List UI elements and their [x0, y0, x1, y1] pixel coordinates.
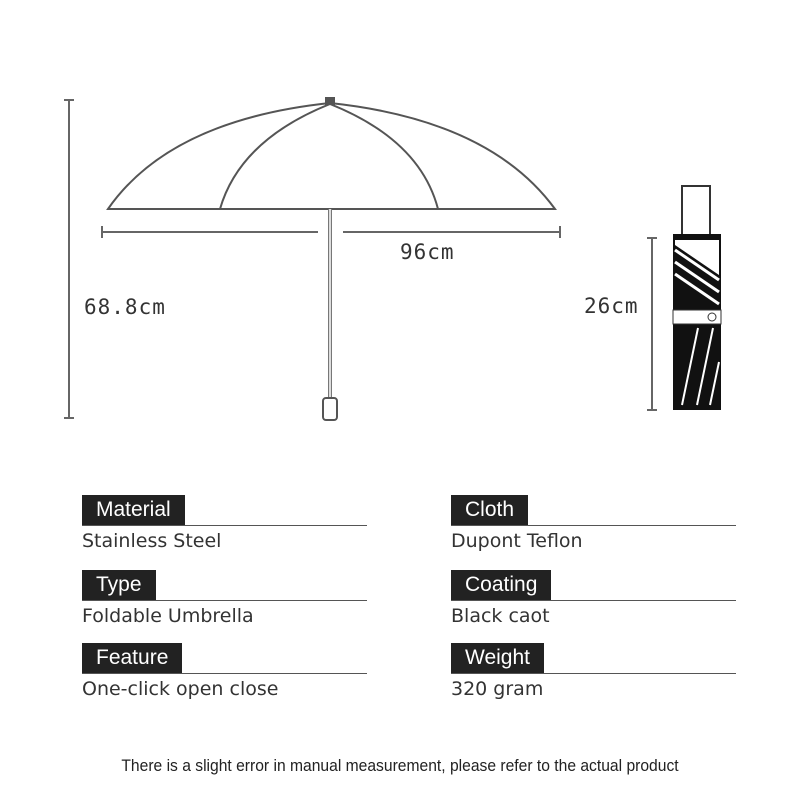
spec-label: Feature	[82, 643, 182, 673]
spec-value: Foldable Umbrella	[82, 605, 254, 627]
height-dimension-label: 68.8cm	[84, 295, 166, 319]
measurement-note: There is a slight error in manual measurement, please refer to the actual product	[121, 756, 679, 775]
spec-label: Material	[82, 495, 185, 525]
spec-coating	[451, 570, 736, 627]
spec-value: Black caot	[451, 605, 550, 627]
spec-value: One-click open close	[82, 678, 279, 700]
spec-value: Stainless Steel	[82, 530, 222, 552]
open-umbrella-illustration	[108, 98, 555, 420]
spec-value: 320 gram	[451, 678, 544, 700]
width-dimension-label: 96cm	[400, 240, 455, 264]
folded-length-label: 26cm	[584, 294, 639, 318]
spec-label: Weight	[451, 643, 544, 673]
spec-value: Dupont Teflon	[451, 530, 583, 552]
folded-umbrella-illustration	[673, 186, 721, 410]
spec-divider	[82, 673, 367, 674]
spec-label: Cloth	[451, 495, 528, 525]
spec-weight	[451, 643, 736, 700]
spec-type	[82, 570, 367, 627]
spec-label: Coating	[451, 570, 551, 600]
spec-label: Type	[82, 570, 156, 600]
spec-material	[82, 495, 367, 552]
spec-feature	[82, 643, 367, 700]
height-dimension-line	[64, 100, 74, 418]
spec-divider	[451, 673, 736, 674]
spec-divider	[82, 600, 367, 601]
spec-cloth	[451, 495, 736, 552]
spec-divider	[451, 525, 736, 526]
spec-divider	[451, 600, 736, 601]
folded-length-dimension-line	[647, 238, 657, 410]
spec-divider	[82, 525, 367, 526]
